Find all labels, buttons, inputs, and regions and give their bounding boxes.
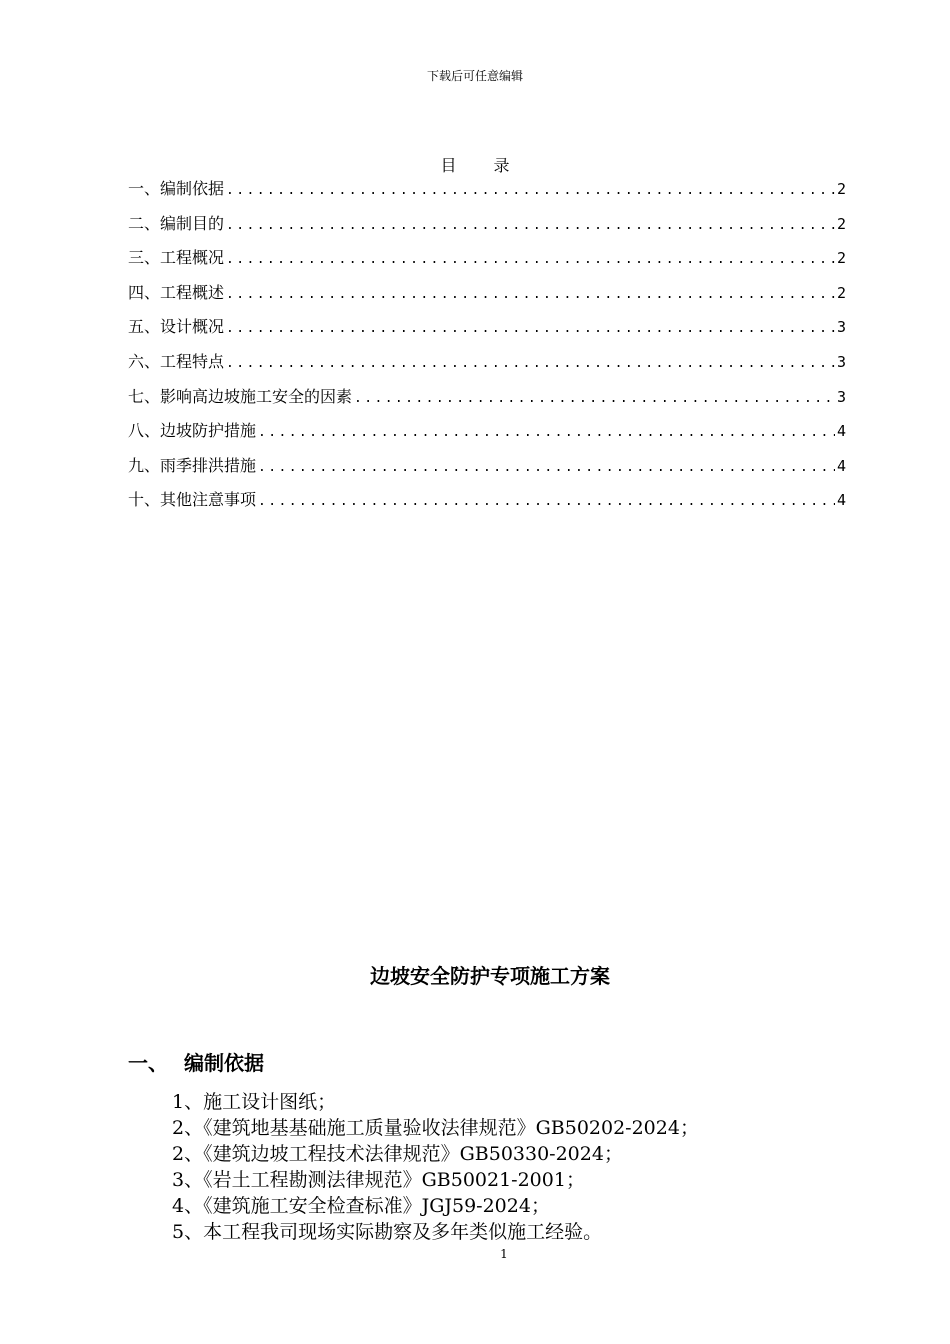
toc-entry[interactable] <box>128 211 846 246</box>
toc-entry-page: 2 <box>836 214 846 233</box>
toc-entry[interactable] <box>128 384 846 419</box>
toc-entry-page: 3 <box>836 318 846 337</box>
list-item: 2、《建筑地基基础施工质量验收法律规范》GB50202-2024； <box>172 1117 699 1139</box>
toc-entry[interactable] <box>128 349 846 384</box>
toc-leader-dots <box>354 386 835 412</box>
list-item: 1、施工设计图纸； <box>172 1091 337 1113</box>
toc-entry-page: 2 <box>836 283 846 302</box>
toc-entry-page: 3 <box>836 387 846 406</box>
toc-title: 目 录 <box>440 156 526 175</box>
list-item: 2、《建筑边坡工程技术法律规范》GB50330-2024； <box>172 1143 623 1165</box>
toc-entry[interactable] <box>128 176 846 211</box>
toc-leader-dots <box>258 489 835 515</box>
toc-entry-label: 五、设计概况 <box>128 317 225 337</box>
page-header: 下载后可任意编辑 <box>426 69 523 83</box>
toc-leader-dots <box>258 420 835 446</box>
toc-entry-page: 2 <box>836 249 846 268</box>
toc-leader-dots <box>226 213 835 239</box>
toc-leader-dots <box>258 455 835 481</box>
toc-entry-label: 三、工程概况 <box>128 248 225 268</box>
toc-entry-label: 九、雨季排洪措施 <box>128 455 257 475</box>
toc-entry[interactable] <box>128 453 846 488</box>
toc-entry-page: 2 <box>836 180 846 198</box>
toc-entry-label: 四、工程概述 <box>128 282 225 302</box>
toc-entry-page: 4 <box>836 456 846 475</box>
toc-entry[interactable] <box>128 280 846 315</box>
toc-entry[interactable] <box>128 314 846 349</box>
section-heading <box>128 1047 264 1076</box>
toc-leader-dots <box>226 351 835 377</box>
toc-entry-label: 二、编制目的 <box>128 213 225 233</box>
toc-leader-dots <box>226 282 835 308</box>
toc-entry-label: 十、其他注意事项 <box>128 490 257 510</box>
toc-entry-page: 4 <box>836 422 846 441</box>
section-title: 编制依据 <box>184 1051 264 1075</box>
toc-entry-page: 3 <box>836 352 846 371</box>
list-item: 5、本工程我司现场实际勘察及多年类似施工经验。 <box>172 1221 603 1243</box>
toc-leader-dots <box>226 316 835 342</box>
toc-entry-page: 4 <box>836 491 846 510</box>
document-title: 边坡安全防护专项施工方案 <box>370 964 610 988</box>
toc-entry-label: 八、边坡防护措施 <box>128 421 257 441</box>
toc-leader-dots <box>226 178 835 204</box>
toc-entry-label: 六、工程特点 <box>128 351 225 371</box>
toc-entry-label: 七、影响高边坡施工安全的因素 <box>128 386 353 406</box>
section-number: 一、 <box>128 1051 168 1075</box>
table-of-contents <box>128 176 846 522</box>
toc-entry-label: 一、编制依据 <box>128 179 225 198</box>
toc-entry[interactable] <box>128 487 846 522</box>
toc-leader-dots <box>226 247 835 273</box>
list-item: 4、《建筑施工安全检查标准》JGJ59-2024； <box>172 1195 550 1217</box>
basis-list <box>172 1089 872 1245</box>
page-number: 1 <box>500 1247 508 1261</box>
toc-entry[interactable] <box>128 245 846 280</box>
toc-entry[interactable] <box>128 418 846 453</box>
list-item: 3、《岩土工程勘测法律规范》GB50021-2001； <box>172 1169 585 1191</box>
